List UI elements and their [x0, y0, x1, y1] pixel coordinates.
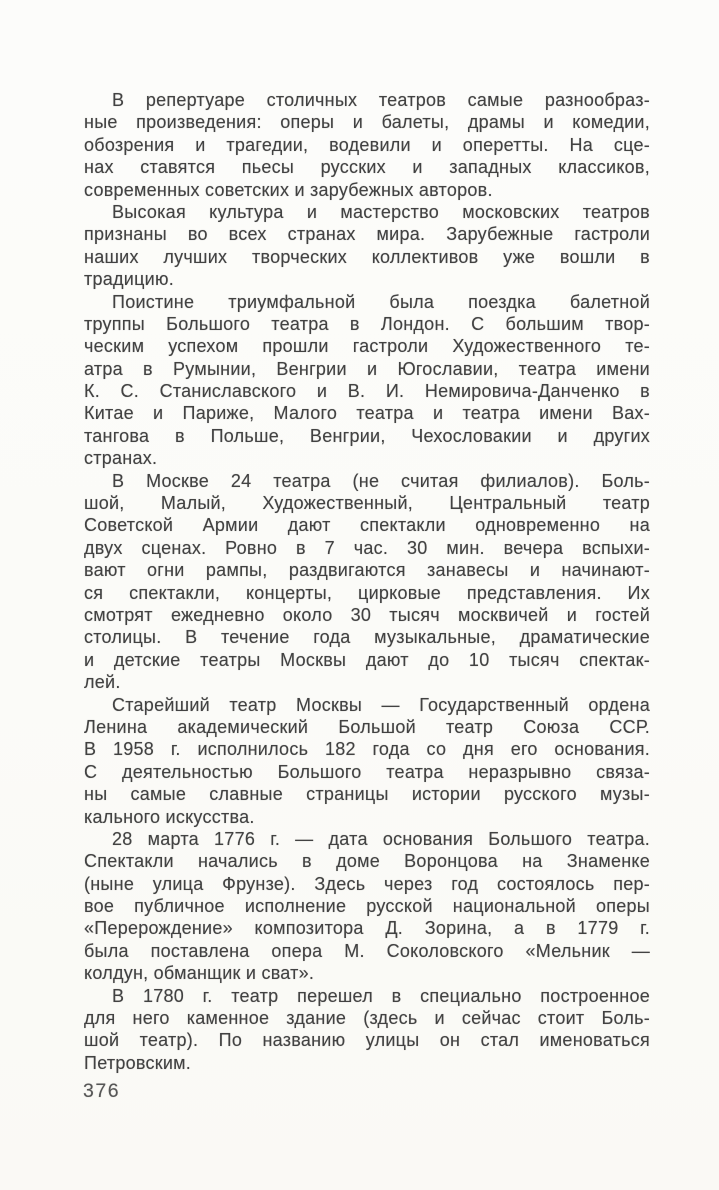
text-line: Советской Армии дают спектакли одновременно на: [84, 515, 650, 536]
text-line: столицы. В течение года музыкальные, драматические: [84, 627, 650, 648]
text-line: и детские театры Москвы дают до 10 тысяч спектак-: [84, 649, 650, 670]
text-line: обозрения и трагедии, водевили и оперетты. На сце-: [84, 134, 650, 155]
text-line: (ныне улица Фрунзе). Здесь через год состоялось пер-: [84, 873, 650, 894]
text-line: шой, Малый, Художественный, Центральный театр: [84, 493, 650, 514]
paragraph: [84, 470, 650, 694]
text-line: Китае и Париже, Малого театра и театра имени Вах-: [84, 403, 650, 424]
paragraph: [84, 201, 650, 291]
text-line: В репертуаре столичных театров самые разнообраз-: [112, 90, 650, 110]
text-line: признаны во всех странах мира. Зарубежные гастроли: [84, 224, 650, 245]
paragraph: [84, 828, 650, 985]
text-line: для него каменное здание (здесь и сейчас стоит Боль-: [84, 1008, 650, 1029]
text-line: странах.: [84, 448, 158, 469]
text-line: Спектакли начались в доме Воронцова на Знаменке: [84, 851, 650, 872]
text-line: атра в Румынии, Венгрии и Югославии, театра имени: [84, 358, 650, 379]
text-line: лей.: [84, 672, 121, 693]
text-line: Высокая культура и мастерство московских театров: [112, 201, 650, 222]
paragraph: [84, 694, 650, 828]
page-number: 376: [83, 1080, 121, 1102]
text-line: кального искусства.: [84, 806, 255, 827]
text-line: «Перерождение» композитора Д. Зорина, а в 1779 г.: [84, 918, 650, 939]
text-line: смотрят ежедневно около 30 тысяч москвичей и гостей: [84, 604, 650, 625]
page-text: [84, 89, 650, 1074]
text-line: наших лучших творческих коллективов уже вошли в: [84, 246, 650, 267]
text-line: двух сценах. Ровно в 7 час. 30 мин. вечера вспыхи-: [84, 537, 650, 558]
paragraph: [84, 89, 650, 201]
text-line: В Москве 24 театра (не считая филиалов). Боль-: [112, 470, 650, 491]
paragraph: [84, 291, 650, 470]
text-line: вое публичное исполнение русской национальной оперы: [84, 896, 650, 917]
text-line: традицию.: [84, 269, 174, 290]
text-line: ся спектакли, концерты, цирковые представления. Их: [84, 582, 650, 603]
text-line: Поистине триумфальной была поездка балетной: [112, 291, 650, 312]
text-line: шой театр). По названию улицы он стал именоваться: [84, 1030, 650, 1051]
text-line: С деятельностью Большого театра неразрывно связа-: [84, 761, 650, 782]
text-line: Ленина академический Большой театр Союза ССР.: [84, 716, 650, 737]
paragraph: [84, 985, 650, 1075]
text-line: труппы Большого театра в Лондон. С большим твор-: [84, 313, 650, 334]
text-line: Петровским.: [84, 1052, 192, 1073]
text-line: колдун, обманщик и сват».: [84, 963, 315, 984]
text-line: ные произведения: оперы и балеты, драмы и комедии,: [84, 112, 650, 133]
text-line: была поставлена опера М. Соколовского «Мельник —: [84, 940, 650, 961]
text-line: тангова в Польше, Венгрии, Чехословакии и других: [84, 425, 650, 446]
text-line: ны самые славные страницы истории русского музы-: [84, 784, 650, 805]
text-line: вают огни рампы, раздвигаются занавесы и начинают-: [84, 560, 650, 581]
text-line: нах ставятся пьесы русских и западных классиков,: [84, 157, 650, 178]
text-line: Старейший театр Москвы — Государственный ордена: [112, 694, 650, 715]
text-line: В 1958 г. исполнилось 182 года со дня его основания.: [84, 739, 650, 760]
text-line: 28 марта 1776 г. — дата основания Большого театра.: [112, 828, 650, 849]
text-line: современных советских и зарубежных авторов.: [84, 179, 493, 200]
text-line: В 1780 г. театр перешел в специально построенное: [112, 985, 650, 1006]
text-line: ческим успехом прошли гастроли Художественного те-: [84, 336, 650, 357]
text-line: К. С. Станиславского и В. И. Немировича-Данченко в: [84, 381, 650, 402]
